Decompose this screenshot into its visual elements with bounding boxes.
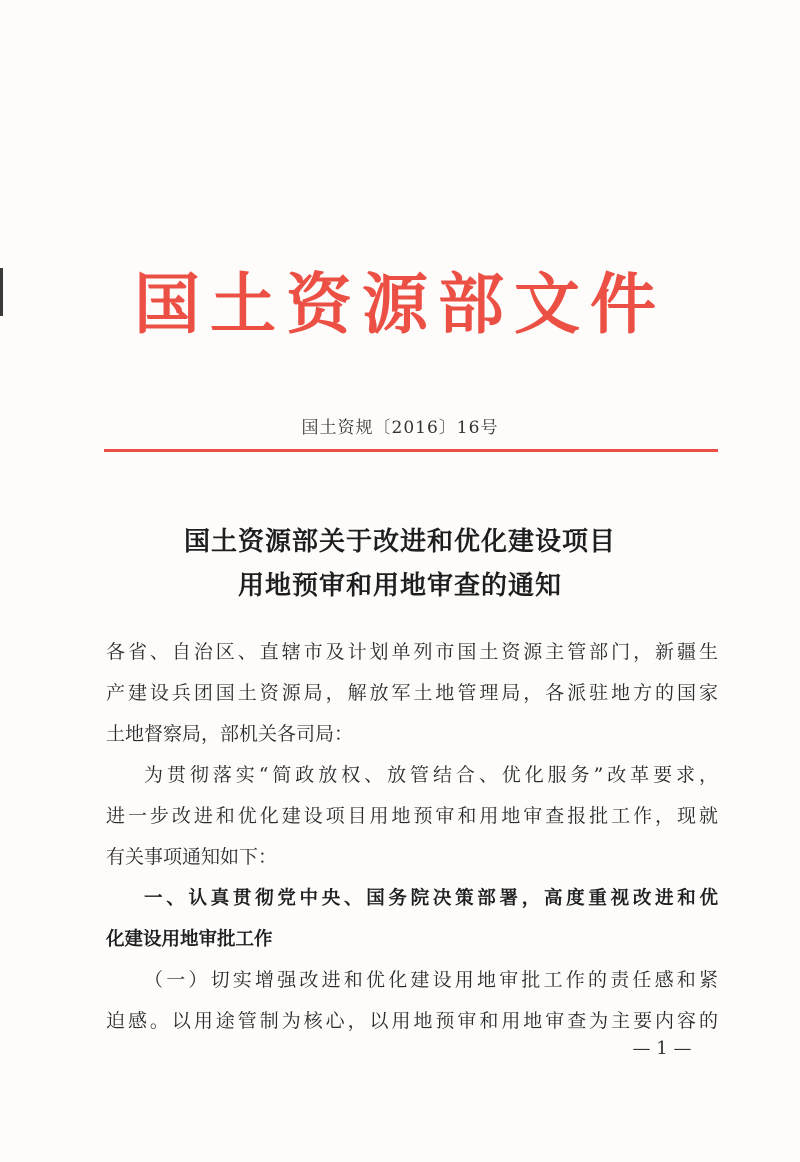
red-separator-line xyxy=(104,449,718,452)
body-text xyxy=(106,632,718,1042)
section-heading-line: 化建设用地审批工作 xyxy=(106,929,273,950)
notice-title xyxy=(100,520,700,608)
body-line: 各省、自治区、直辖市及计划单列市国土资源主管部门，新疆生 xyxy=(106,641,718,663)
body-line: 为贯彻落实“简政放权、放管结合、优化服务”改革要求， xyxy=(144,764,718,786)
scan-edge-mark xyxy=(0,268,3,316)
section-heading-line: 一、认真贯彻党中央、国务院决策部署，高度重视改进和优 xyxy=(144,888,718,909)
page-number: — 1 — xyxy=(632,1038,692,1059)
document-number: 国土资规〔2016〕16号 xyxy=(301,418,499,438)
title-line: 国土资源部关于改进和优化建设项目 xyxy=(183,527,616,557)
body-line: 产建设兵团国土资源局，解放军土地管理局，各派驻地方的国家 xyxy=(106,682,718,704)
letterhead-title: 国土资源部文件 xyxy=(134,265,666,343)
title-line: 用地预审和用地审查的通知 xyxy=(237,571,562,601)
body-line: 进一步改进和优化建设项目用地预审和用地审查报批工作，现就 xyxy=(106,805,718,827)
body-line: 土地督察局，部机关各司局： xyxy=(106,723,354,745)
body-line: （一）切实增强改进和优化建设用地审批工作的责任感和紧 xyxy=(144,969,718,991)
body-line: 有关事项通知如下： xyxy=(106,846,278,868)
body-line: 迫感。以用途管制为核心，以用地预审和用地审查为主要内容的 xyxy=(106,1010,718,1032)
